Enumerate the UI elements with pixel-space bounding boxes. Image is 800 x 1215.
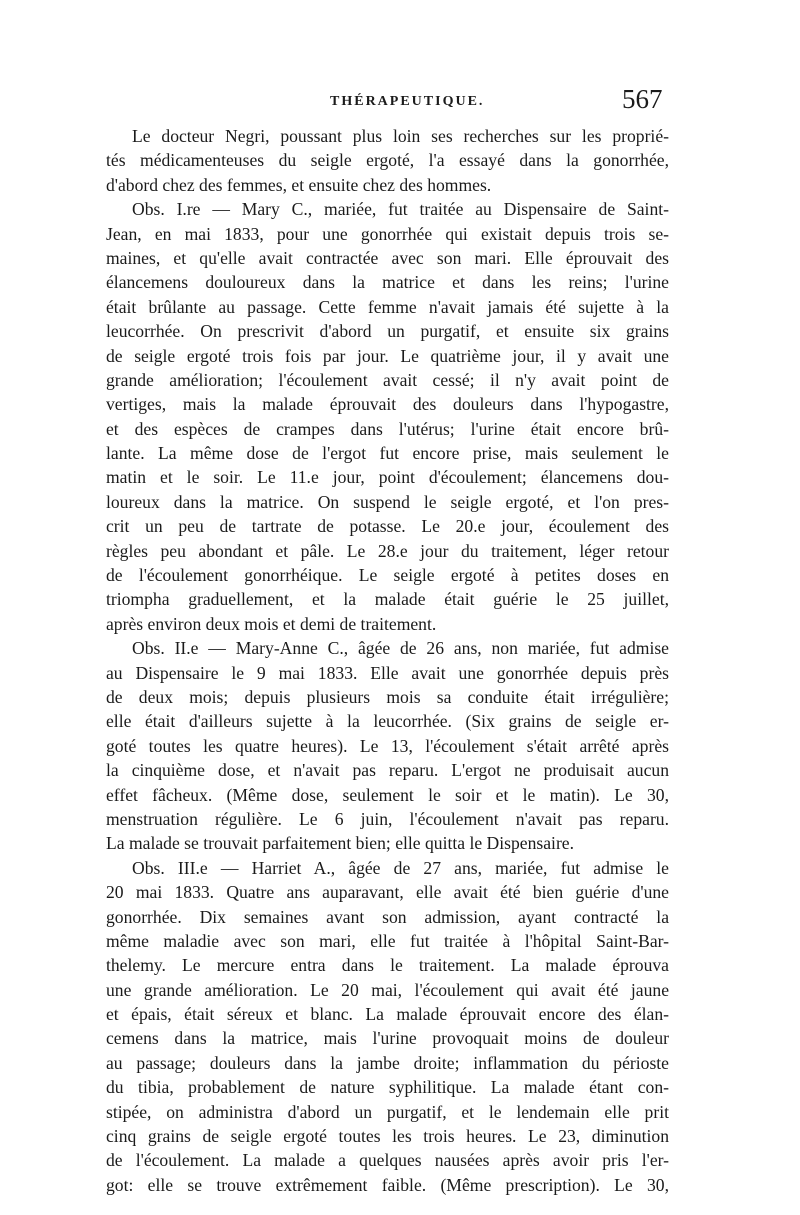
text-line: Obs. III.e — Harriet A., âgée de 27 ans, mariée, fut admise le bbox=[132, 857, 669, 878]
text-line: crit un peu de tartrate de potasse. Le 20.e jour, écoulement des bbox=[106, 516, 669, 537]
text-line: grande amélioration; l'écoulement avait cessé; il n'y avait point de bbox=[106, 369, 669, 390]
text-line: lante. La même dose de l'ergot fut encore prise, mais seulement le bbox=[106, 443, 669, 464]
text-line: vertiges, mais la malade éprouvait des douleurs dans l'hypogastre, bbox=[106, 394, 669, 415]
text-line: règles peu abondant et pâle. Le 28.e jour du traitement, léger retour bbox=[106, 540, 669, 561]
text-line: menstruation régulière. Le 6 juin, l'écoulement n'avait pas reparu. bbox=[106, 808, 669, 829]
text-line: élancemens douloureux dans la matrice et dans les reins; l'urine bbox=[106, 272, 669, 293]
text-line: cemens dans la matrice, mais l'urine provoquait moins de douleur bbox=[106, 1028, 669, 1049]
text-line: de deux mois; depuis plusieurs mois sa conduite était irrégulière; bbox=[106, 686, 669, 707]
running-title: THÉRAPEUTIQUE. bbox=[330, 94, 485, 109]
text-line: 20 mai 1833. Quatre ans auparavant, elle avait été bien guérie d'une bbox=[106, 882, 669, 903]
text-line: tés médicamenteuses du seigle ergoté, l'a essayé dans la gonorrhée, bbox=[106, 150, 669, 171]
text-line: de seigle ergoté trois fois par jour. Le quatrième jour, il y avait une bbox=[106, 345, 669, 366]
text-line: matin et le soir. Le 11.e jour, point d'écoulement; élancemens dou- bbox=[106, 467, 669, 488]
text-line: une grande amélioration. Le 20 mai, l'écoulement qui avait été jaune bbox=[106, 979, 669, 1000]
text-line: d'abord chez des femmes, et ensuite chez des hommes. bbox=[106, 174, 492, 195]
text-line: got: elle se trouve extrêmement faible. (Même prescription). Le 30, bbox=[106, 1174, 669, 1195]
text-line: elle était d'ailleurs sujette à la leucorrhée. (Six grains de seigle er- bbox=[106, 711, 669, 732]
text-line: la cinquième dose, et n'avait pas reparu. L'ergot ne produisait aucun bbox=[106, 760, 669, 781]
text-line: leucorrhée. On prescrivit d'abord un purgatif, et ensuite six grains bbox=[106, 321, 669, 342]
page-number: 567 bbox=[622, 84, 663, 114]
text-line: maines, et qu'elle avait contractée avec son mari. Elle éprouvait des bbox=[106, 247, 669, 268]
text-line: au Dispensaire le 9 mai 1833. Elle avait une gonorrhée depuis près bbox=[106, 662, 669, 683]
text-line: après environ deux mois et demi de traitement. bbox=[106, 613, 437, 634]
text-line: du tibia, probablement de nature syphilitique. La malade étant con- bbox=[106, 1077, 669, 1098]
text-line: Le docteur Negri, poussant plus loin ses recherches sur les proprié- bbox=[132, 126, 669, 146]
text-line: même maladie avec son mari, elle fut traitée à l'hôpital Saint-Bar- bbox=[106, 930, 669, 951]
text-line: de l'écoulement. La malade a quelques nausées après avoir pris l'er- bbox=[106, 1150, 669, 1171]
text-line: thelemy. Le mercure entra dans le traitement. La malade éprouva bbox=[106, 955, 669, 976]
text-line: et des espèces de crampes dans l'utérus; l'urine était encore brû- bbox=[106, 418, 669, 439]
text-line: de l'écoulement gonorrhéique. Le seigle ergoté à petites doses en bbox=[106, 565, 669, 586]
text-line: stipée, on administra d'abord un purgatif, et le lendemain elle prit bbox=[106, 1101, 669, 1122]
text-line: au passage; douleurs dans la jambe droite; inflammation du périoste bbox=[106, 1052, 669, 1073]
text-line: goté toutes les quatre heures). Le 13, l'écoulement s'était arrêté après bbox=[106, 735, 669, 756]
text-line: Obs. I.re — Mary C., mariée, fut traitée au Dispensaire de Saint- bbox=[132, 199, 669, 220]
text-line: effet fâcheux. (Même dose, seulement le soir et le matin). Le 30, bbox=[106, 784, 669, 805]
text-line: Obs. II.e — Mary-Anne C., âgée de 26 ans, non mariée, fut admise bbox=[132, 638, 669, 659]
body-text bbox=[106, 124, 669, 1197]
text-line: triompha graduellement, et la malade était guérie le 25 juillet, bbox=[106, 589, 669, 610]
text-line: loureux dans la matrice. On suspend le seigle ergoté, et l'on pres- bbox=[106, 491, 669, 512]
text-line: et épais, était séreux et blanc. La malade éprouvait encore des élan- bbox=[106, 1004, 669, 1025]
text-line: Jean, en mai 1833, pour une gonorrhée qui existait depuis trois se- bbox=[106, 223, 669, 244]
text-line: La malade se trouvait parfaitement bien; elle quitta le Dispensaire. bbox=[106, 833, 575, 854]
text-line: gonorrhée. Dix semaines avant son admission, ayant contracté la bbox=[106, 906, 669, 927]
text-line: cinq grains de seigle ergoté toutes les trois heures. Le 23, diminution bbox=[106, 1126, 669, 1147]
text-line: était brûlante au passage. Cette femme n'avait jamais été sujette à la bbox=[106, 296, 669, 317]
